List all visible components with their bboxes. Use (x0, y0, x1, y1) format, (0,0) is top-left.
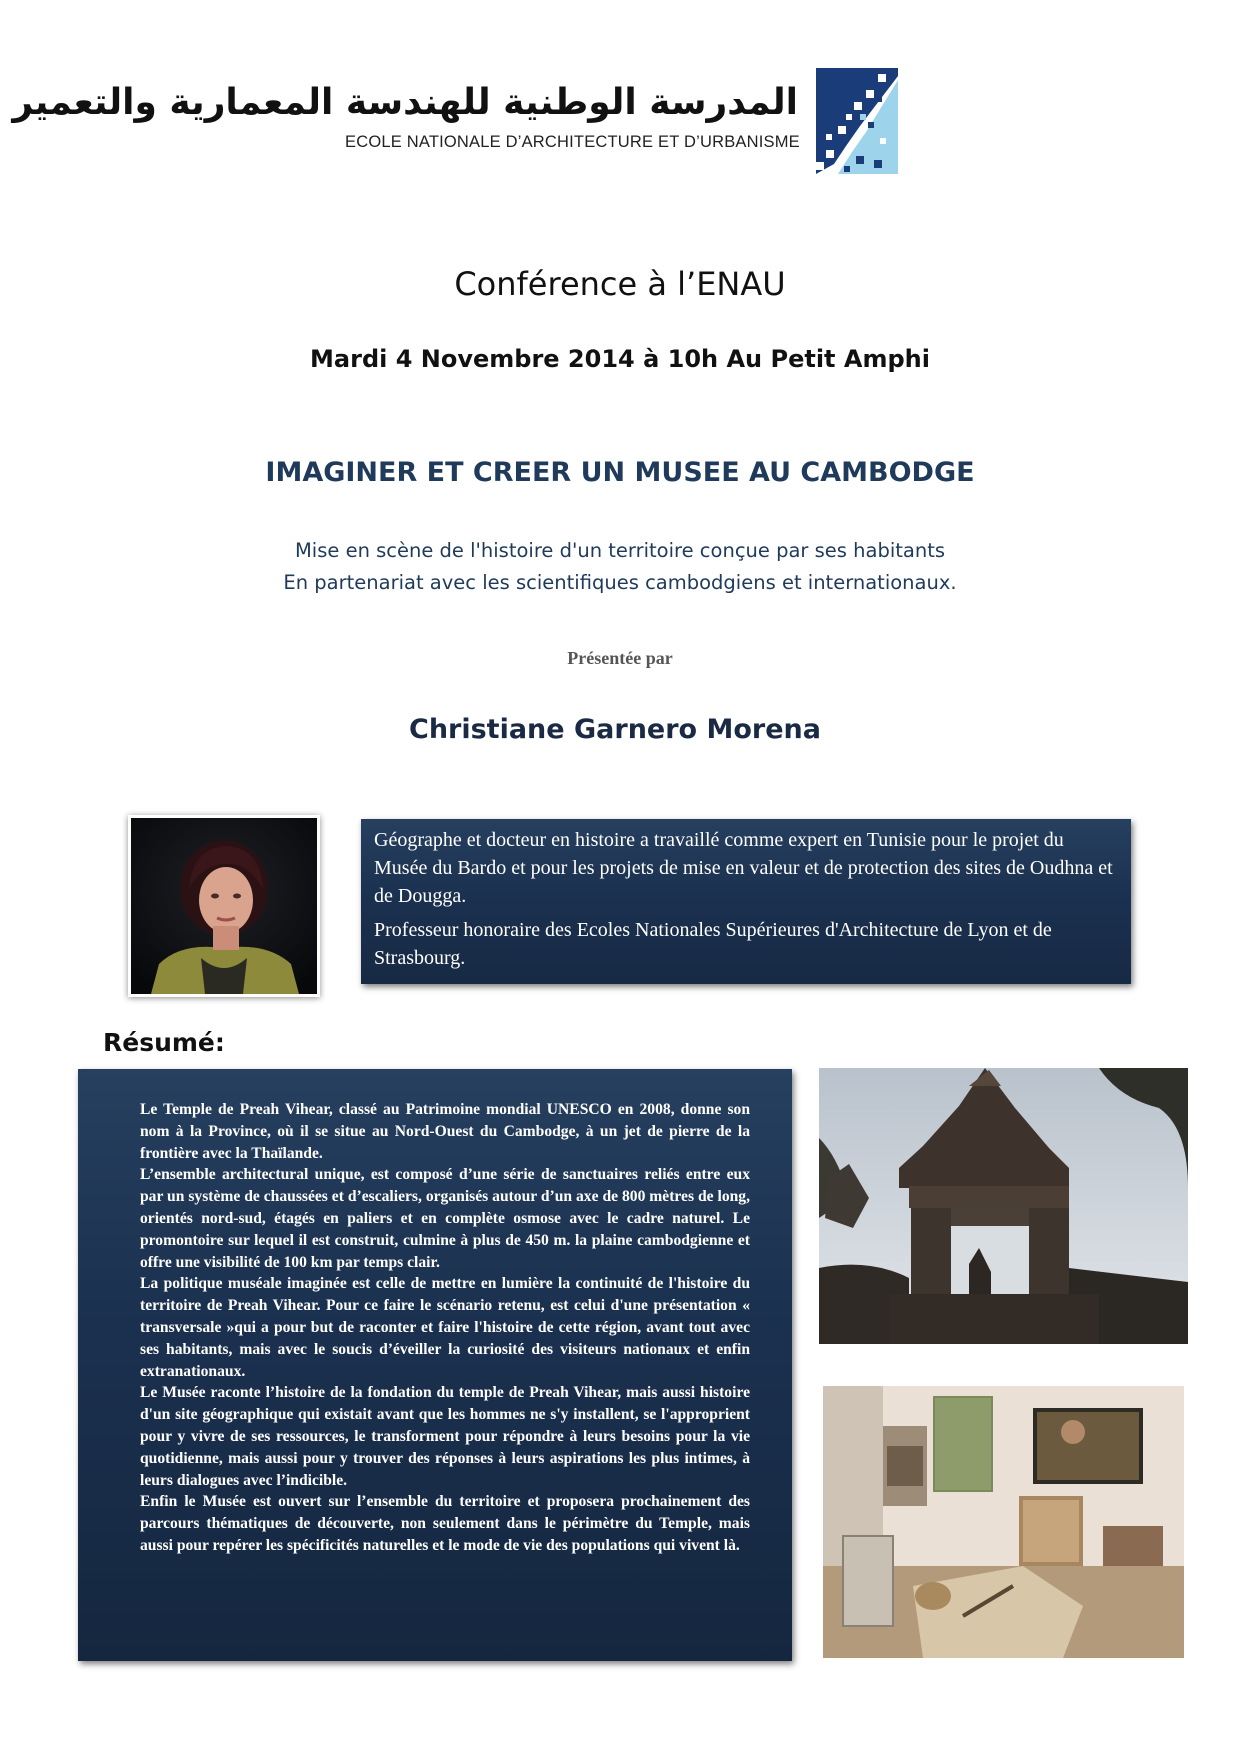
speaker-bio-box (361, 819, 1131, 984)
resume-paragraph: Le Temple de Preah Vihear, classé au Patrimoine mondial UNESCO en 2008, donne son nom à la Province, où il se situe au Nord-Ouest du Cambodge, à un jet de pierre de la frontière avec la Thaïlande. (140, 1101, 750, 1162)
resume-paragraph: L’ensemble architectural unique, est composé d’une série de sanctuaires reliés entre eux par un système de chaussées et d’escaliers, organisés autour d’un axe de 800 mètres de long, orientés nord-sud, étagés en paliers et en complète osmose avec le cadre naturel. Le promontoire sur lequel il est construit, culmine à plus de 450 m. la plaine cambodgienne et offre une visibilité de 100 km par temps clair. (140, 1166, 750, 1271)
museum-photo (823, 1386, 1184, 1658)
talk-title: IMAGINER ET CREER UN MUSEE AU CAMBODGE (265, 457, 975, 488)
resume-paragraph: Le Musée raconte l’histoire de la fondation du temple de Preah Vihear, mais aussi histoire d'un site géographique qui existait avant que les hommes ne s'y installent, se l'approprient pour y vivre de ses ressources, le transforment pour répondre à leurs besoins pour la vie quotidienne, mais aussi pour y trouver des réponses à leurs aspirations les plus intimes, à leurs dialogues avec l’indicible. (140, 1384, 750, 1489)
school-name-arabic: المدرسة الوطنية للهندسة المعمارية والتعمير (12, 82, 798, 123)
school-name-french: ECOLE NATIONALE D’ARCHITECTURE ET D’URBANISME (345, 133, 800, 151)
presented-by-label: Présentée par (567, 648, 673, 668)
talk-subtitle-line1: Mise en scène de l'histoire d'un territoire conçue par ses habitants (294, 539, 946, 562)
resume-paragraph: La politique muséale imaginée est celle de mettre en lumière la continuité de l'histoire du territoire de Preah Vihear. Pour ce faire le scénario retenu, est celui d'une présentation « transversale »qui a pour but de raconter et faire l'histoire de cette région, avant tout avec ses habitants, mais avec le soucis d’éveiller la curiosité des visiteurs nationaux et enfin extranationaux. (140, 1275, 750, 1380)
speaker-name: Christiane Garnero Morena (409, 714, 821, 745)
speaker-bio-paragraph: Géographe et docteur en histoire a travaillé comme expert en Tunisie pour le projet du Musée du Bardo et pour les projets de mise en valeur et de protection des sites de Oudhna et de Dougga. (374, 829, 1113, 907)
temple-photo (819, 1068, 1188, 1344)
resume-text-box (78, 1069, 792, 1661)
speaker-portrait (128, 815, 320, 997)
resume-paragraph: Enfin le Musée est ouvert sur l’ensemble du territoire et proposera prochainement des parcours thématiques de découverte, non seulement dans le périmètre du Temple, mais aussi pour repérer les spécificités naturelles et le mode de vie des populations qui vivent là. (140, 1493, 750, 1554)
speaker-bio-paragraph: Professeur honoraire des Ecoles Nationales Supérieures d'Architecture de Lyon et de Strasbourg. (374, 919, 1052, 969)
event-date: Mardi 4 Novembre 2014 à 10h Au Petit Amphi (310, 345, 930, 373)
conference-title: Conférence à l’ENAU (454, 265, 786, 303)
resume-heading: Résumé: (103, 1028, 225, 1057)
enau-pixel-logo-icon (816, 68, 898, 174)
talk-subtitle-line2: En partenariat avec les scientifiques cambodgiens et internationaux. (283, 571, 957, 594)
